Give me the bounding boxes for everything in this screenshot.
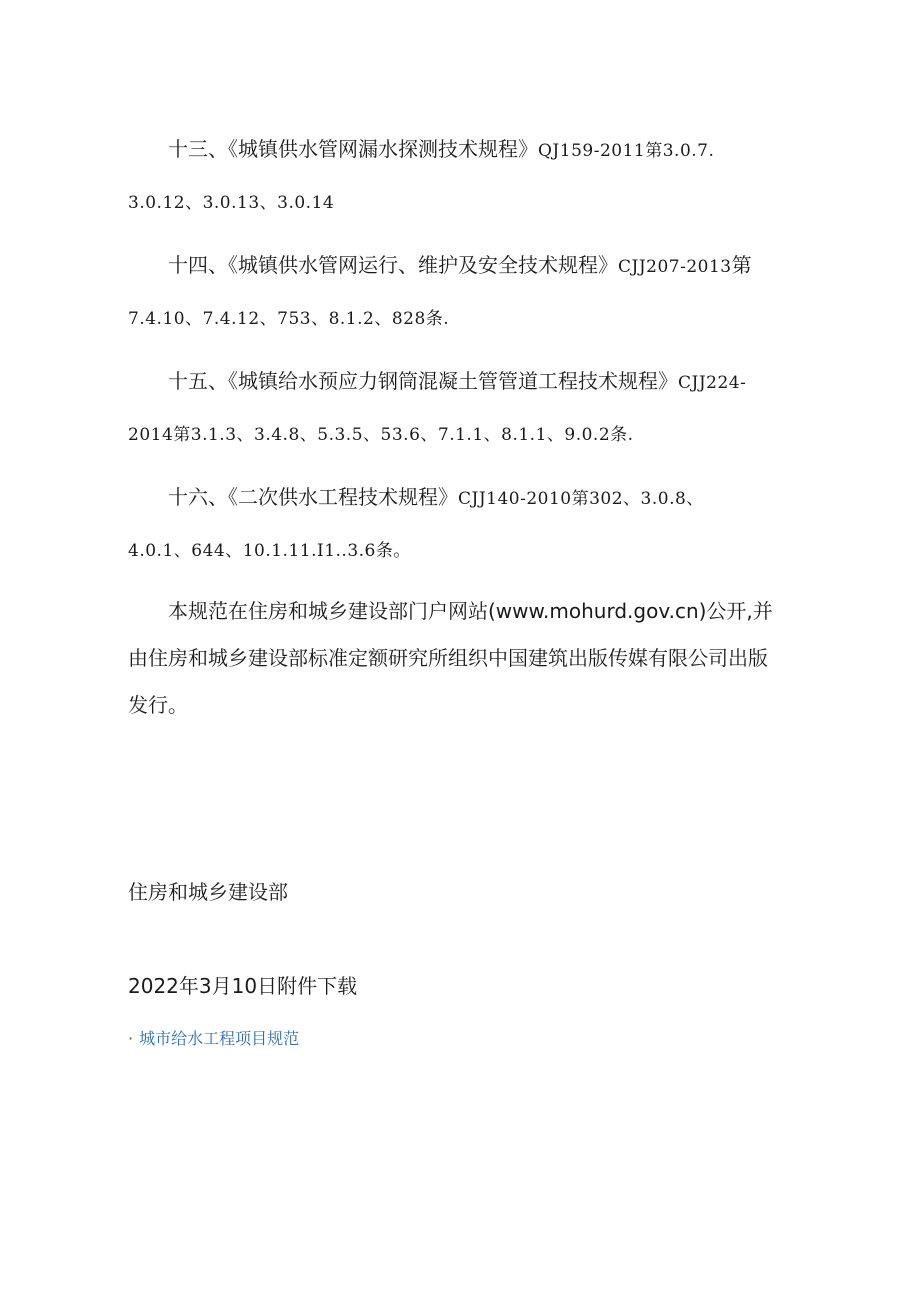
- item-line-2: 3.0.12、3.0.13、3.0.14: [128, 193, 335, 213]
- item-line-2: 7.4.10、7.4.12、753、8.1.2、828条.: [128, 309, 450, 329]
- item-line-2: 4.0.1、644、10.1.11.I1..3.6条。: [128, 541, 411, 561]
- issue-date: 2022年3月10日附件下载: [128, 974, 358, 998]
- list-item: [128, 470, 778, 578]
- list-item: [128, 354, 778, 462]
- item-line-1: 十五、《城镇给水预应力钢筒混凝土管管道工程技术规程》CJJ224-: [168, 369, 747, 393]
- item-line-1: 十四、《城镇供水管网运行、维护及安全技术规程》CJJ207-2013第: [168, 253, 752, 277]
- issuer-name: 住房和城乡建设部: [128, 880, 288, 904]
- attachment-item: [128, 1026, 299, 1049]
- item-line-1: 十三、《城镇供水管网漏水探测技术规程》QJ159-2011第3.0.7.: [168, 137, 715, 161]
- item-line-2: 2014第3.1.3、3.4.8、5.3.5、53.6、7.1.1、8.1.1、9.0.2条.: [128, 425, 634, 445]
- bullet-icon: ·: [128, 1029, 134, 1048]
- item-line-1: 十六、《二次供水工程技术规程》CJJ140-2010第302、3.0.8、: [168, 485, 704, 509]
- attachment-link[interactable]: 城市给水工程项目规范: [139, 1029, 300, 1048]
- publication-note: 本规范在住房和城乡建设部门户网站(www.mohurd.gov.cn)公开,并由住房和城乡建设部标准定额研究所组织中国建筑出版传媒有限公司出版发行。: [128, 599, 773, 717]
- list-item: [128, 238, 778, 346]
- list-item: [128, 122, 778, 230]
